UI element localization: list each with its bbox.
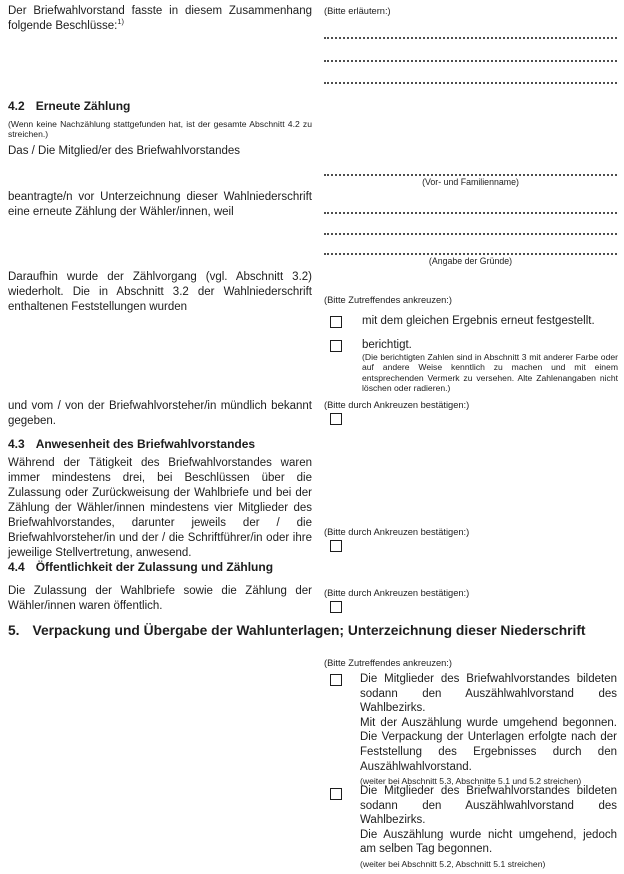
recount-text: Daraufhin wurde der Zählvorgang (vgl. Abschnitt 3.2) wiederholt. Die in Abschnitt 3.2 der Wahlniederschrift enthaltenen Feststellungen wurden bbox=[8, 271, 312, 313]
decision-fill-line-2[interactable] bbox=[324, 50, 617, 62]
confirm-hint-4-2: (Bitte durch Ankreuzen bestätigen:) bbox=[324, 400, 470, 410]
section-4-2-number: 4.2 bbox=[8, 99, 25, 113]
decision-fill-line-1[interactable] bbox=[324, 27, 617, 39]
checkbox-option-delayed-count[interactable] bbox=[330, 788, 342, 800]
section-4-4-heading bbox=[8, 560, 312, 574]
checkbox-confirm-presence[interactable] bbox=[330, 540, 342, 552]
name-fill-line[interactable] bbox=[324, 164, 617, 176]
footnote-marker: 1) bbox=[117, 17, 124, 27]
option-delayed-count-block bbox=[360, 784, 617, 869]
section-4-2-strike-note: (Wenn keine Nachzählung stattgefunden hat, ist der gesamte Abschnitt 4.2 zu streichen.) bbox=[8, 119, 312, 140]
section-4-2-heading bbox=[8, 99, 312, 113]
intro-text: Der Briefwahlvorstand fasste in diesem Zusammenhang folgende Beschlüsse: bbox=[8, 5, 312, 32]
explain-hint: (Bitte erläutern:) bbox=[324, 6, 391, 16]
option-immediate-count-line1: Die Mitglieder des Briefwahlvorstandes bildeten sodann den Auszählwahlvorstand des Wahlbezirks. bbox=[360, 673, 617, 715]
section-4-2-title: Erneute Zählung bbox=[35, 99, 131, 113]
section-5-number: 5. bbox=[8, 623, 20, 638]
section-4-4-number: 4.4 bbox=[8, 560, 25, 574]
reasons-fill-line-1[interactable] bbox=[324, 202, 617, 214]
checkbox-confirm-public[interactable] bbox=[330, 601, 342, 613]
section-4-4-title: Öffentlichkeit der Zulassung und Zählung bbox=[35, 560, 274, 574]
decision-fill-line-3[interactable] bbox=[324, 72, 617, 84]
reasons-caption: (Angabe der Gründe) bbox=[428, 256, 513, 266]
check-applicable-hint-4-2: (Bitte Zutreffendes ankreuzen:) bbox=[324, 295, 452, 305]
option-same-result-label: mit dem gleichen Ergebnis erneut festgestellt. bbox=[362, 315, 595, 327]
checkbox-option-immediate-count[interactable] bbox=[330, 674, 342, 686]
confirm-hint-4-4: (Bitte durch Ankreuzen bestätigen:) bbox=[324, 588, 470, 598]
announce-text: und vom / von der Briefwahlvorsteher/in mündlich bekannt gegeben. bbox=[8, 400, 312, 427]
section-4-4-text: Die Zulassung der Wahlbriefe sowie die Zählung der Wähler/innen waren öffentlich. bbox=[8, 585, 312, 612]
checkbox-corrected[interactable] bbox=[330, 340, 342, 352]
option-immediate-count-line2: Mit der Auszählung wurde umgehend begonnen. Die Verpackung der Unterlagen erfolgte nach der Feststellung des Ergebnisses durch den Auszählwahlvorstand. bbox=[360, 716, 617, 773]
reasons-fill-line-3[interactable] bbox=[324, 243, 617, 255]
members-text: Das / Die Mitglied/er des Briefwahlvorstandes bbox=[8, 145, 241, 157]
section-5-heading bbox=[8, 623, 618, 639]
checkbox-same-result[interactable] bbox=[330, 316, 342, 328]
option-immediate-count-block bbox=[360, 672, 617, 786]
section-4-3-text: Während der Tätigkeit des Briefwahlvorstandes waren immer mindestens drei, bei Beschlüssen über die Zulassung oder Zurückweisung der Wahlbriefe und bei der Zählung der Wähler/innen mindestens vier Mitglieder des Briefwahlvorstandes, darunter jeweils der / die Briefwahlvorsteher/in und der / die Schriftführer/in oder ihre jeweilige Stellvertretung, anwesend. bbox=[8, 457, 312, 559]
check-applicable-hint-5: (Bitte Zutreffendes ankreuzen:) bbox=[324, 658, 452, 668]
option-delayed-count-line2: Die Auszählung wurde nicht umgehend, jedoch am selben Tag begonnen. bbox=[360, 828, 617, 856]
name-caption: (Vor- und Familienname) bbox=[422, 177, 519, 187]
section-4-3-heading bbox=[8, 437, 312, 451]
section-4-3-number: 4.3 bbox=[8, 437, 25, 451]
section-5-title: Verpackung und Übergabe der Wahlunterlagen; Unterzeichnung dieser Niederschrift bbox=[32, 623, 586, 638]
option-corrected-note: (Die berichtigten Zahlen sind in Abschnitt 3 mit anderer Farbe oder auf andere Weise kenntlich zu machen und mit einem entsprechenden Vermerk zu versehen. Alte Zahlenangaben nicht löschen oder radieren.) bbox=[362, 352, 618, 393]
section-4-3-title: Anwesenheit des Briefwahlvorstandes bbox=[35, 437, 256, 451]
confirm-hint-4-3: (Bitte durch Ankreuzen bestätigen:) bbox=[324, 527, 470, 537]
option-corrected-label: berichtigt. bbox=[362, 339, 412, 351]
option-immediate-count-note: (weiter bei Abschnitt 5.3, Abschnitte 5.1 und 5.2 streichen) bbox=[360, 776, 582, 787]
reasons-fill-line-2[interactable] bbox=[324, 223, 617, 235]
option-delayed-count-note: (weiter bei Abschnitt 5.2, Abschnitt 5.1 streichen) bbox=[360, 858, 546, 869]
intro-paragraph bbox=[8, 4, 312, 34]
request-text: beantragte/n vor Unterzeichnung dieser Wahlniederschrift eine erneute Zählung der Wähler/innen, weil bbox=[8, 191, 312, 218]
option-delayed-count-line1: Die Mitglieder des Briefwahlvorstandes bildeten sodann den Auszählwahlvorstand des Wahlbezirks. bbox=[360, 785, 617, 827]
checkbox-confirm-announcement[interactable] bbox=[330, 413, 342, 425]
